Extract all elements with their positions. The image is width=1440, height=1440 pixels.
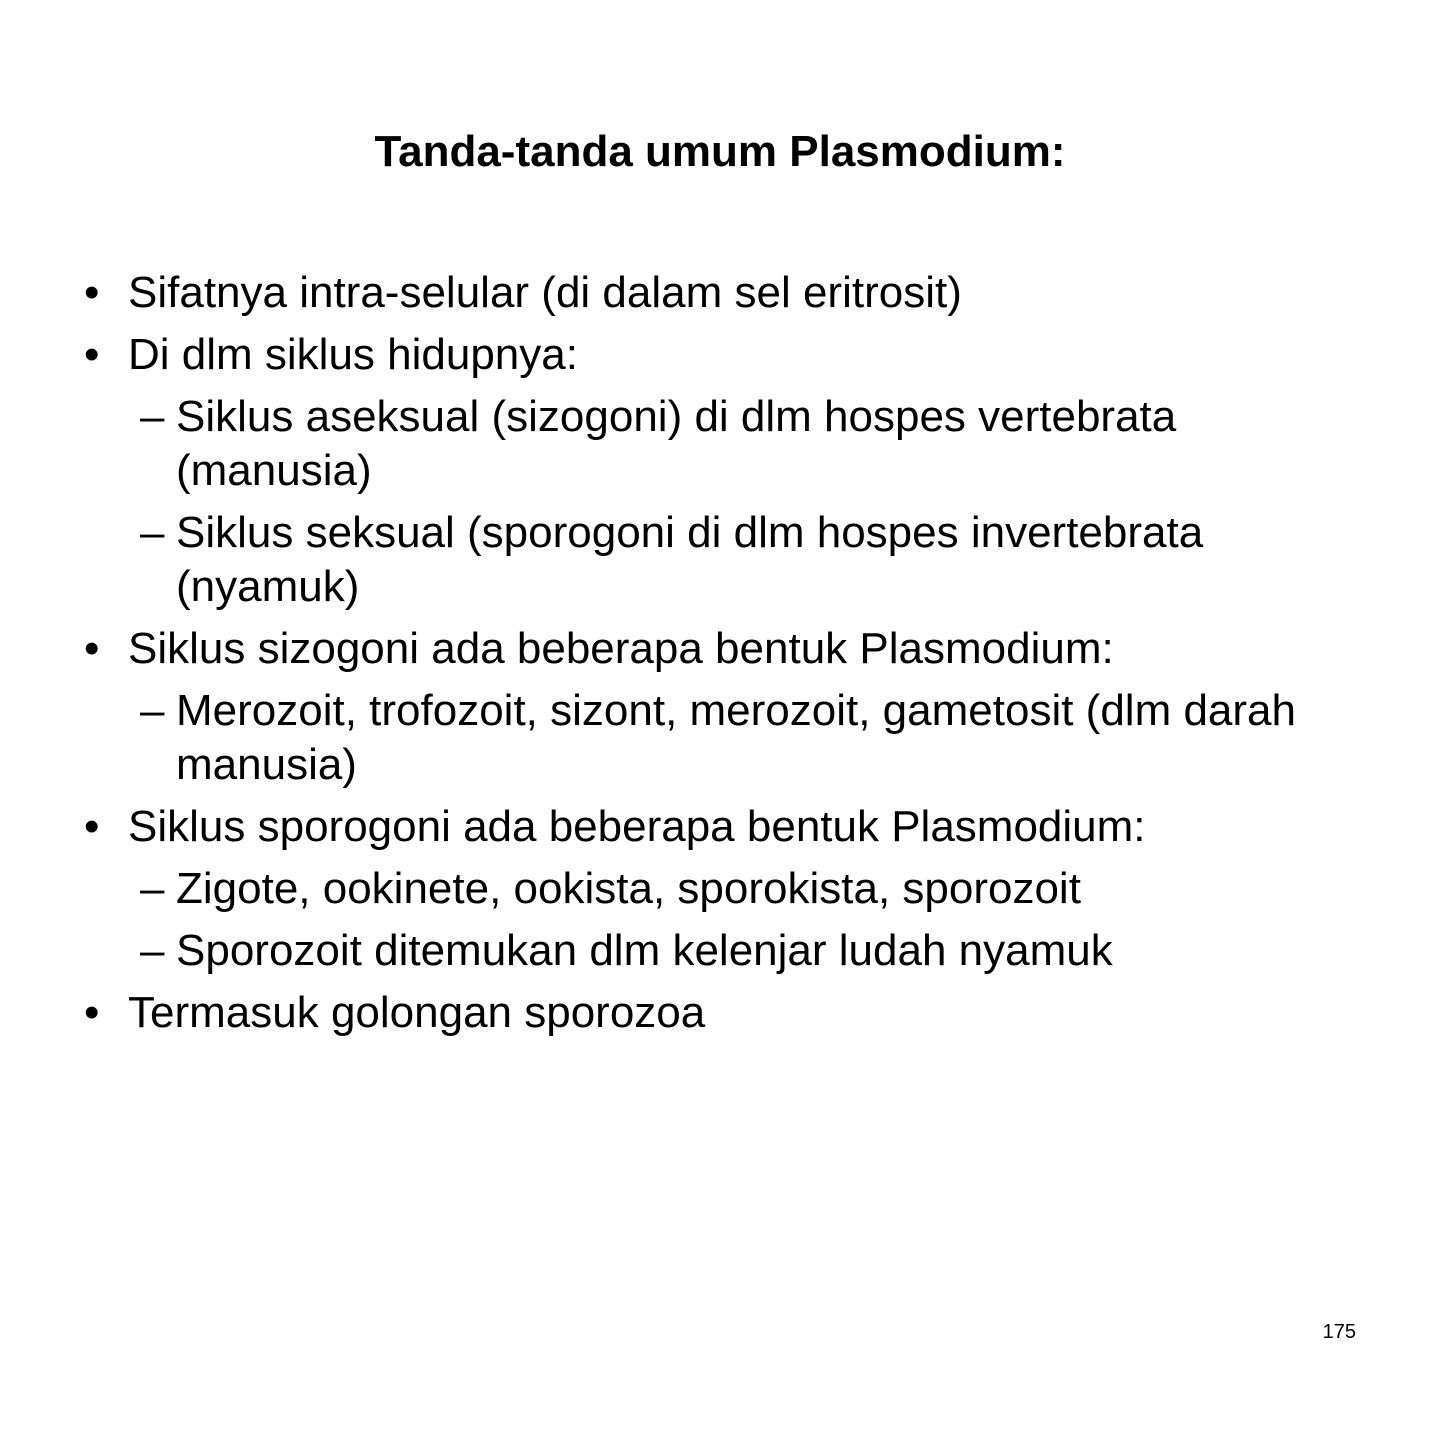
- sub-item: [84, 502, 1384, 618]
- bullet-dot-icon: •: [84, 330, 100, 379]
- bullet-text: Siklus sizogoni ada beberapa bentuk Plasmodium:: [128, 624, 1114, 673]
- bullet-item: [84, 618, 1384, 680]
- page-number: 175: [1322, 1321, 1356, 1343]
- bullet-dot-icon: •: [84, 624, 100, 673]
- bullet-item: [84, 262, 1384, 324]
- bullet-dot-icon: •: [84, 268, 100, 317]
- bullet-item: [84, 324, 1384, 386]
- sub-item: [84, 386, 1384, 502]
- sub-item-text: Zigote, ookinete, ookista, sporokista, sporozoit: [176, 864, 1081, 913]
- bullet-dot-icon: •: [84, 988, 100, 1037]
- bullet-dot-icon: •: [84, 802, 100, 851]
- bullet-list: [84, 262, 1384, 1044]
- sub-item-text: Merozoit, trofozoit, sizont, merozoit, gametosit (dlm darah manusia): [176, 686, 1296, 789]
- sub-item-text: Siklus aseksual (sizogoni) di dlm hospes vertebrata (manusia): [176, 392, 1177, 495]
- bullet-item: [84, 982, 1384, 1044]
- dash-icon: –: [140, 392, 165, 441]
- sub-item-text: Siklus seksual (sporogoni di dlm hospes invertebrata (nyamuk): [176, 508, 1204, 611]
- bullet-text: Termasuk golongan sporozoa: [128, 988, 706, 1037]
- bullet-text: Sifatnya intra-selular (di dalam sel eritrosit): [128, 268, 962, 317]
- dash-icon: –: [140, 508, 165, 557]
- bullet-text: Siklus sporogoni ada beberapa bentuk Plasmodium:: [128, 802, 1146, 851]
- dash-icon: –: [140, 864, 165, 913]
- sub-item-text: Sporozoit ditemukan dlm kelenjar ludah nyamuk: [176, 926, 1113, 975]
- dash-icon: –: [140, 926, 165, 975]
- bullet-text: Di dlm siklus hidupnya:: [128, 330, 578, 379]
- slide-title: Tanda-tanda umum Plasmodium:: [374, 127, 1066, 176]
- sub-item: [84, 680, 1384, 796]
- sub-item: [84, 858, 1384, 920]
- bullet-item: [84, 796, 1384, 858]
- dash-icon: –: [140, 686, 165, 735]
- sub-item: [84, 920, 1384, 982]
